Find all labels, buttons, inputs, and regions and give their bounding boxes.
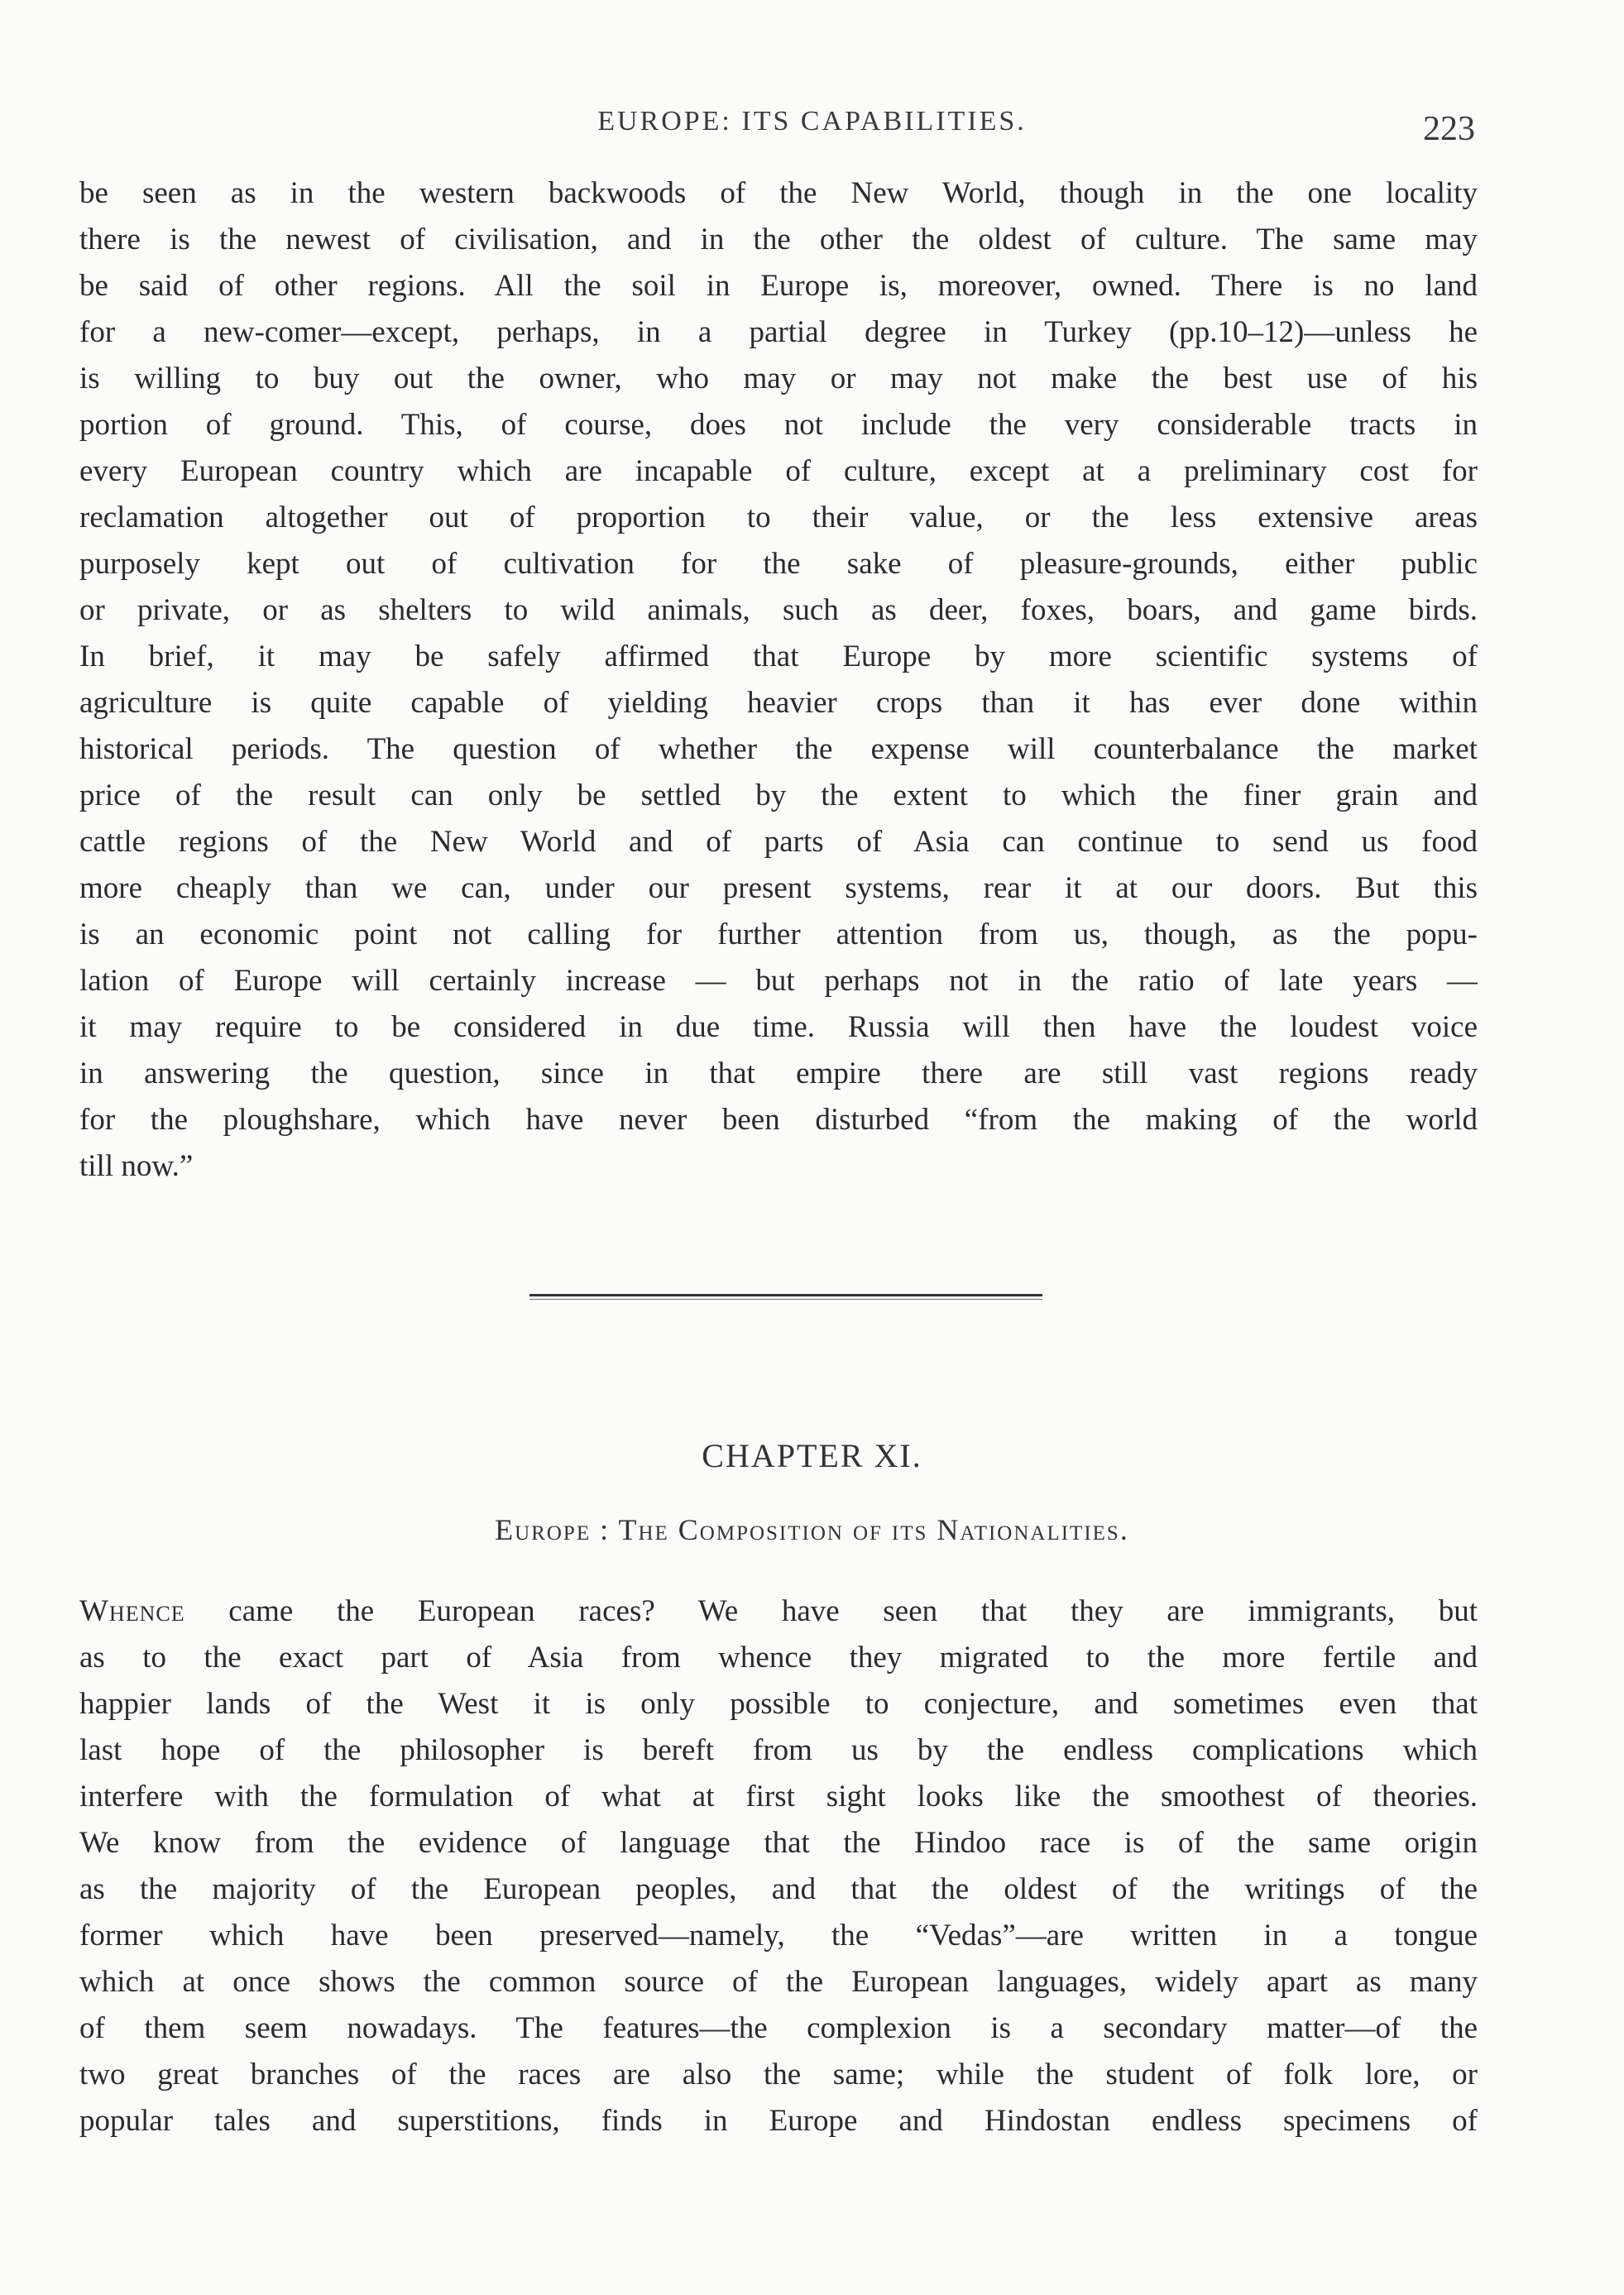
text-line: popular tales and superstitions, finds in Europe and Hindostan endless specimens of xyxy=(79,2104,1478,2138)
text-line: reclamation altogether out of proportion to their value, or the less extensive areas xyxy=(79,501,1478,534)
text-line: as to the exact part of Asia from whence they migrated to the more fertile and xyxy=(79,1641,1478,1675)
page-number: 223 xyxy=(1423,110,1475,148)
text-line: In brief, it may be safely affirmed that Europe by more scientific systems of xyxy=(79,640,1478,673)
chapter-title: Europe : The Composition of its Nationalities. xyxy=(495,1513,1129,1546)
text-line: for the ploughshare, which have never been disturbed “from the making of the world xyxy=(79,1103,1478,1137)
text-line: two great branches of the races are also the same; while the student of folk lore, or xyxy=(79,2058,1478,2091)
text-line: for a new-comer—except, perhaps, in a partial degree in Turkey (pp.10–12)—unless he xyxy=(79,315,1478,349)
text-line: is an economic point not calling for further attention from us, though, as the popu- xyxy=(79,918,1478,951)
first-line-rest: came the European races? We have seen that they are immigrants, but xyxy=(184,1594,1478,1628)
text-line: last hope of the philosopher is bereft from us by the endless complications which xyxy=(79,1733,1478,1767)
text-line: price of the result can only be settled by the extent to which the finer grain and xyxy=(79,779,1478,812)
text-line: more cheaply than we can, under our present systems, rear it at our doors. But this xyxy=(79,871,1478,905)
text-line: or private, or as shelters to wild animals, such as deer, foxes, boars, and game birds. xyxy=(79,593,1478,627)
text-line: be seen as in the western backwoods of the New World, though in the one locality xyxy=(79,176,1478,210)
section-divider-thin xyxy=(529,1299,1042,1300)
running-title: EUROPE: ITS CAPABILITIES. xyxy=(597,106,1027,137)
text-line: cattle regions of the New World and of parts of Asia can continue to send us food xyxy=(79,825,1478,859)
text-line: purposely kept out of cultivation for the sake of pleasure-grounds, either public xyxy=(79,547,1478,581)
text-line: till now.” xyxy=(79,1149,194,1183)
text-line: be said of other regions. All the soil in Europe is, moreover, owned. There is no land xyxy=(79,269,1478,303)
text-line: there is the newest of civilisation, and in the other the oldest of culture. The same may xyxy=(79,223,1478,256)
paragraph-1 xyxy=(79,170,1478,1190)
text-line: lation of Europe will certainly increase — but perhaps not in the ratio of late years — xyxy=(79,964,1478,998)
text-line: interfere with the formulation of what at first sight looks like the smoothest of theories. xyxy=(79,1780,1478,1813)
text-line: every European country which are incapable of culture, except at a preliminary cost for xyxy=(79,454,1478,488)
text-line: it may require to be considered in due time. Russia will then have the loudest voice xyxy=(79,1010,1478,1044)
text-line: portion of ground. This, of course, does not include the very considerable tracts in xyxy=(79,408,1478,442)
text-line: which at once shows the common source of the European languages, widely apart as many xyxy=(79,1965,1478,1999)
text-line: agriculture is quite capable of yielding heavier crops than it has ever done within xyxy=(79,686,1478,720)
section-divider xyxy=(529,1294,1042,1296)
text-line: happier lands of the West it is only possible to conjecture, and sometimes even that xyxy=(79,1687,1478,1721)
lead-word: Whence xyxy=(79,1594,185,1628)
text-line: is willing to buy out the owner, who may or may not make the best use of his xyxy=(79,362,1478,395)
text-line: of them seem nowadays. The features—the complexion is a secondary matter—of the xyxy=(79,2011,1478,2045)
text-line: former which have been preserved—namely, the “Vedas”—are written in a tongue xyxy=(79,1919,1478,1952)
chapter-number: CHAPTER XI. xyxy=(702,1437,922,1474)
paragraph-2 xyxy=(79,1588,1478,2144)
text-line-first xyxy=(79,1588,1478,1635)
text-line: as the majority of the European peoples, and that the oldest of the writings of the xyxy=(79,1872,1478,1906)
text-line: historical periods. The question of whether the expense will counterbalance the market xyxy=(79,732,1478,766)
text-line: We know from the evidence of language that the Hindoo race is of the same origin xyxy=(79,1826,1478,1860)
running-head xyxy=(0,98,1624,147)
text-line: in answering the question, since in that empire there are still vast regions ready xyxy=(79,1056,1478,1090)
